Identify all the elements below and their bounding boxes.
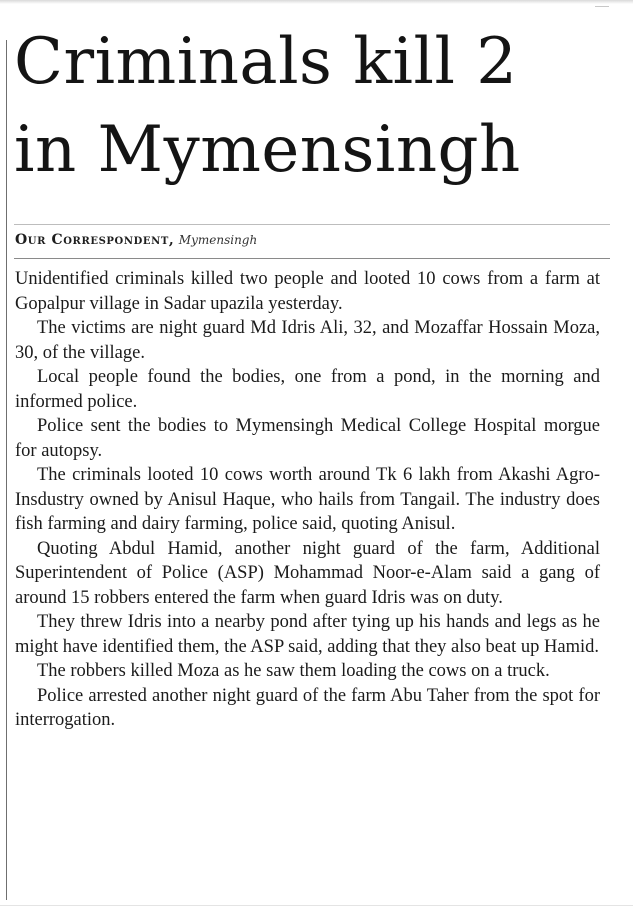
article-headline (14, 18, 614, 194)
byline-bottom-rule (14, 258, 610, 259)
headline-line-2: in Mymensingh (14, 113, 521, 187)
byline-author: Our Correspondent, (15, 232, 175, 248)
clipping-corner-mark (595, 0, 609, 7)
column-left-rule (6, 40, 7, 900)
article-paragraph-2: The victims are night guard Md Idris Ali, 32, and Mozaffar Hossain Moza, 30, of the village. (15, 318, 600, 363)
article-paragraph-5: The criminals looted 10 cows worth around Tk 6 lakh from Akashi Agro-Insdustry owned by Anisul Haque, who hails from Tangail. The industry does fish farming and dairy farming, police said, quoting Anisul. (15, 465, 600, 534)
page-top-edge (0, 0, 633, 4)
byline-place: Mymensingh (178, 233, 258, 247)
page-bottom-edge (0, 905, 633, 906)
article-paragraph-1: Unidentified criminals killed two people and looted 10 cows from a farm at Gopalpur village in Sadar upazila yesterday. (15, 269, 600, 314)
article-paragraph-4: Police sent the bodies to Mymensingh Medical College Hospital morgue for autopsy. (15, 416, 600, 461)
article-paragraph-3: Local people found the bodies, one from a pond, in the morning and informed police. (15, 367, 600, 412)
byline-top-rule (14, 224, 610, 225)
article-byline (15, 230, 605, 250)
article-paragraph-6: Quoting Abdul Hamid, another night guard of the farm, Additional Superintendent of Police (ASP) Mohammad Noor-e-Alam said a gang of around 15 robbers entered the farm when guard Idris was on duty. (15, 538, 600, 608)
article-body (15, 267, 600, 733)
article-paragraph-9: Police arrested another night guard of the farm Abu Taher from the spot for interrogation. (15, 685, 600, 730)
headline-line-1: Criminals kill 2 (14, 25, 518, 99)
article-paragraph-8: The robbers killed Moza as he saw them loading the cows on a truck. (37, 661, 550, 681)
article-paragraph-7: They threw Idris into a nearby pond after tying up his hands and legs as he might have identified them, the ASP said, adding that they also beat up Hamid. (15, 612, 600, 657)
